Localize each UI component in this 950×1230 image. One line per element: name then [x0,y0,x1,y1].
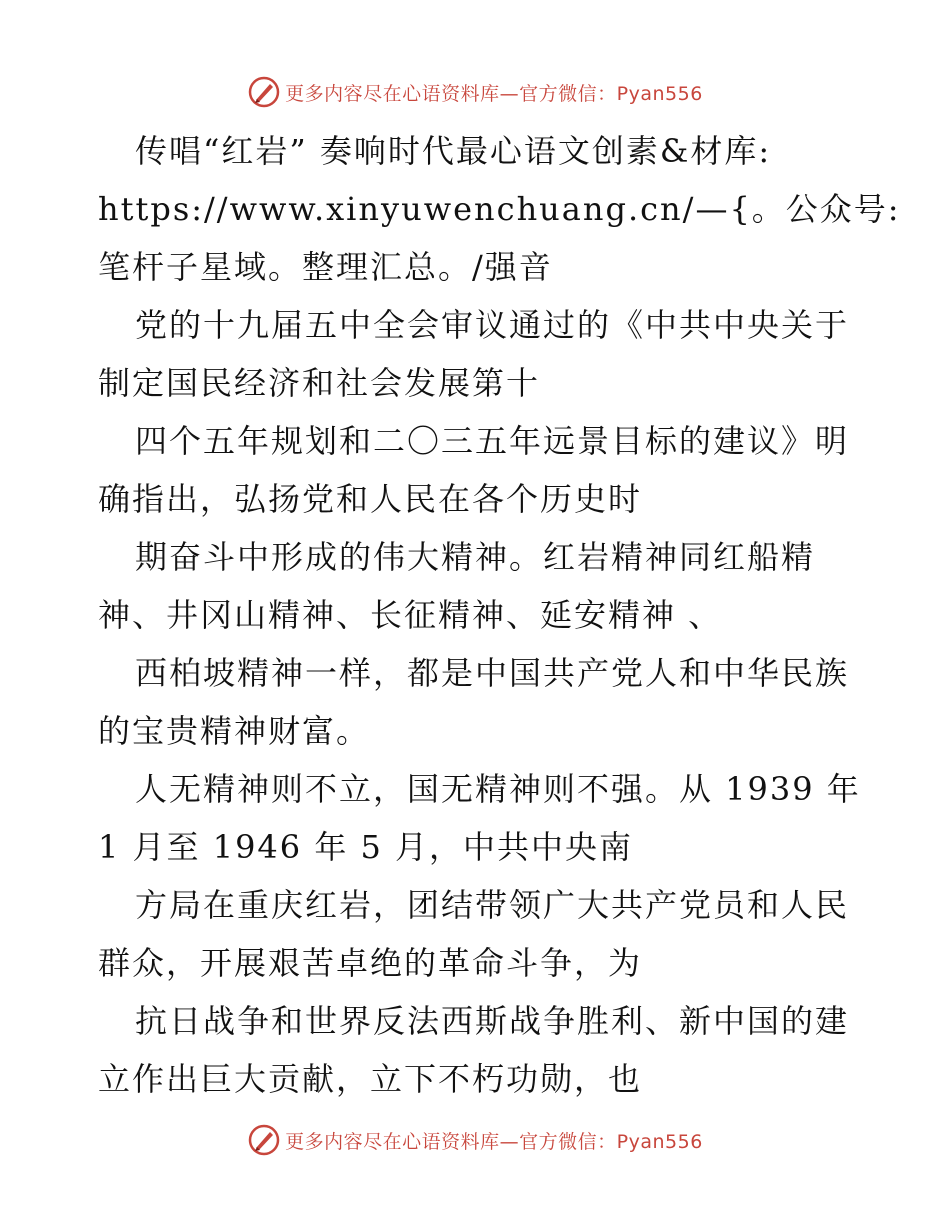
text-line: 立作出巨大贡献，立下不朽功勋，也 [98,1060,643,1098]
text-line: 期奋斗中形成的伟大精神。红岩精神同红船精 [135,538,816,576]
text-line: 方局在重庆红岩，团结带领广大共产党员和人民 [135,886,850,924]
pen-logo-icon [247,75,281,109]
text-line: 四个五年规划和二〇三五年远景目标的建议》明 [135,422,850,460]
footer-banner [0,1120,950,1160]
document-body [98,122,901,1108]
header-banner [0,72,950,112]
header-banner-text: 更多内容尽在心语资料库—官方微信：Pyan556 [285,82,703,105]
text-line: 西柏坡精神一样，都是中国共产党人和中华民族 [135,654,850,692]
text-line: 神、井冈山精神、长征精神、延安精神 、 [98,596,723,634]
text-line: 制定国民经济和社会发展第十 [98,364,541,402]
text-line: 党的十九届五中全会审议通过的《中共中央关于 [135,306,850,344]
text-line: 抗日战争和世界反法西斯战争胜利、新中国的建 [135,1002,850,1040]
pen-logo-icon [247,1123,281,1157]
text-line: 人无精神则不立，国无精神则不强。从 1939 年 [135,770,861,808]
text-line: 笔杆子星域。整理汇总。/强音 [98,248,553,286]
text-line: https://www.xinyuwenchuang.cn/—{。公众号: [98,190,901,228]
text-line: 传唱“红岩” 奏响时代最心语文创素&材库: [135,132,772,170]
text-line: 1 月至 1946 年 5 月，中共中央南 [98,828,634,866]
text-line: 群众，开展艰苦卓绝的革命斗争，为 [98,944,643,982]
text-line: 确指出，弘扬党和人民在各个历史时 [98,480,643,518]
text-line: 的宝贵精神财富。 [98,712,371,750]
footer-banner-text: 更多内容尽在心语资料库—官方微信：Pyan556 [285,1130,703,1153]
